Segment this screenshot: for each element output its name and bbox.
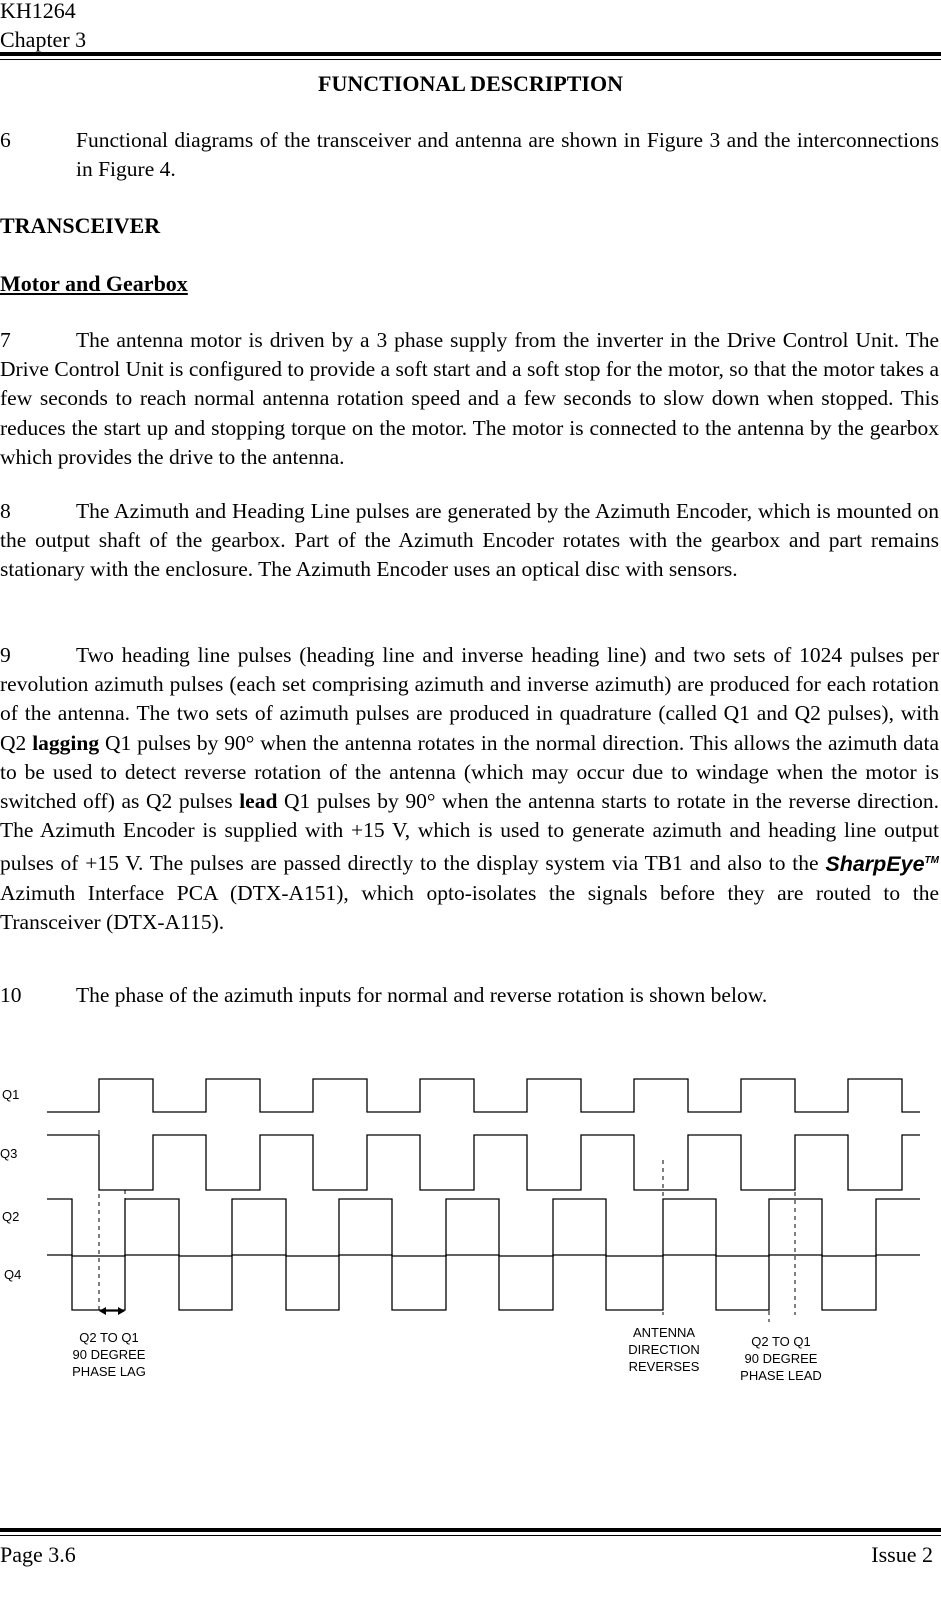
page-number: Page 3.6 xyxy=(0,1542,76,1567)
azimuth-phase-timing-diagram xyxy=(0,1060,941,1400)
footer-rule-thin xyxy=(0,1535,941,1536)
reverse-label-line-1: ANTENNA xyxy=(632,1325,696,1340)
waveform-q2 xyxy=(47,1199,920,1256)
para-8 xyxy=(0,497,939,585)
para-9-number: 9 xyxy=(0,643,11,667)
lag-arrow-left-head xyxy=(99,1307,106,1315)
page-title: FUNCTIONAL DESCRIPTION xyxy=(318,71,623,96)
signal-label-q4: Q4 xyxy=(4,1267,22,1282)
para-10 xyxy=(0,981,939,1010)
subsection-heading: Motor and Gearbox xyxy=(0,271,188,296)
signal-label-q1: Q1 xyxy=(2,1087,20,1102)
reverse-label-line-3: REVERSES xyxy=(628,1359,700,1374)
signal-label-q2: Q2 xyxy=(2,1209,20,1224)
para-9-text: Two heading line pulses (heading line and inverse heading line) and two sets of 1024 pulses per revolution azimuth pulses (each set comprising azimuth and inverse azimuth) are produced for each rotation of the antenna. The two sets of azimuth pulses are produced in quadrature (called Q1 and Q2 pulses), with Q2 lagging Q1 pulses by 90° when the antenna rotates in the normal direction. This allows the azimuth data to be used to detect reverse rotation of the antenna (which may occur due to windage when the motor is switched off) as Q2 pulses lead Q1 pulses by 90° when the antenna starts to rotate in the reverse direction. The Azimuth Encoder is supplied with +15 V, which is used to generate azimuth and heading line output pulses of +15 V. The pulses are passed directly to the display system via TB1 and also to the SharpEye™ Azimuth Interface PCA (DTX-A151), which opto-isolates the signals before they are routed to the Transceiver (DTX-A115). xyxy=(0,643,940,934)
section-heading: TRANSCEIVER xyxy=(0,213,161,238)
lead-emphasis: lead xyxy=(239,789,278,814)
document-header xyxy=(0,0,86,54)
waveform-q4 xyxy=(47,1255,920,1310)
para-6-number: 6 xyxy=(0,128,11,152)
footer-rule xyxy=(0,1528,941,1532)
reverse-label-line-2: DIRECTION xyxy=(628,1342,700,1357)
para-10-text: The phase of the azimuth inputs for normal and reverse rotation is shown below. xyxy=(76,983,768,1007)
lag-label-line-2: 90 DEGREE xyxy=(72,1347,146,1362)
lag-arrow-right-head xyxy=(118,1307,125,1315)
lag-label-line-1: Q2 TO Q1 xyxy=(79,1330,139,1345)
para-7-number: 7 xyxy=(0,328,11,352)
para-10-number: 10 xyxy=(0,983,22,1007)
header-rule xyxy=(0,52,941,56)
lead-label-line-2: 90 DEGREE xyxy=(744,1351,818,1366)
header-rule-thin xyxy=(0,59,941,60)
para-8-text: The Azimuth and Heading Line pulses are generated by the Azimuth Encoder, which is mounted on the output shaft of the gearbox. Part of the Azimuth Encoder rotates with the gearbox and part remains stationary with the enclosure. The Azimuth Encoder uses an optical disc with sensors. xyxy=(0,499,939,582)
para-9 xyxy=(0,641,939,937)
lead-label-line-3: PHASE LEAD xyxy=(740,1368,822,1383)
waveform-q3 xyxy=(47,1135,920,1190)
para-8-number: 8 xyxy=(0,499,11,523)
lag-label-line-3: PHASE LAG xyxy=(72,1364,146,1379)
para-6-text: Functional diagrams of the transceiver and antenna are shown in Figure 3 and the interconnections in Figure 4. xyxy=(76,128,939,182)
lead-label-line-1: Q2 TO Q1 xyxy=(751,1334,811,1349)
para-7 xyxy=(0,326,939,472)
lagging-emphasis: lagging xyxy=(32,730,100,755)
sharpeye-brand: SharpEye™ xyxy=(825,851,939,876)
issue-number: Issue 2 xyxy=(871,1542,933,1567)
chapter-label: Chapter 3 xyxy=(0,27,87,52)
para-7-text: The antenna motor is driven by a 3 phase supply from the inverter in the Drive Control Unit. The Drive Control Unit is configured to provide a soft start and a soft stop for the motor, so that the motor takes a few seconds to reach normal antenna rotation speed and a few seconds to slow down when stopped. This reduces the start up and stopping torque on the motor. The motor is connected to the antenna by the gearbox which provides the drive to the antenna. xyxy=(0,328,939,469)
signal-label-q3: Q3 xyxy=(0,1146,18,1161)
document-id: KH1264 xyxy=(0,0,76,23)
waveform-q1 xyxy=(47,1079,920,1112)
